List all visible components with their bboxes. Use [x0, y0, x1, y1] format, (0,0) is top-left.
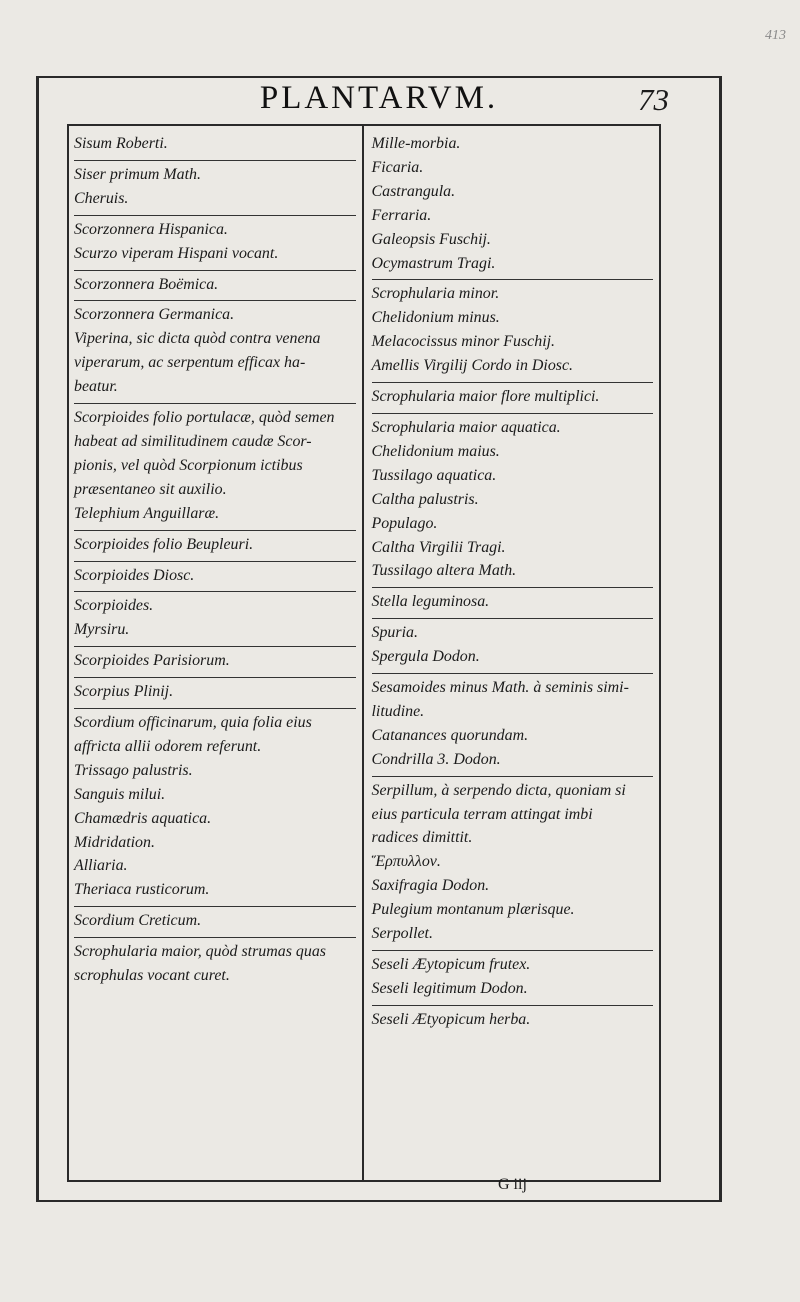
plant-entry — [74, 161, 356, 216]
entry-line: Populago. — [371, 514, 438, 532]
plant-entry — [74, 562, 356, 593]
plant-entry — [74, 592, 356, 647]
two-column-table — [67, 124, 661, 1182]
entry-line: pionis, vel quòd Scorpionum ictibus — [74, 456, 303, 474]
signature-mark: G iij — [498, 1176, 527, 1193]
entry-line: præsentaneo sit auxilio. — [74, 480, 227, 498]
entry-heading: Spuria. — [371, 624, 418, 642]
entry-line: Galeopsis Fuschij. — [371, 230, 491, 248]
page-number: 73 — [638, 82, 669, 117]
plant-entry — [372, 777, 654, 951]
plant-entry — [74, 709, 356, 907]
entry-line: Myrsiru. — [74, 621, 130, 639]
plant-entry — [372, 588, 654, 619]
entry-line: viperarum, ac serpentum efficax ha- — [74, 354, 306, 372]
entry-line: Tussilago altera Math. — [371, 562, 517, 580]
entry-heading: Scorpioides folio Beupleuri. — [74, 535, 254, 553]
entry-heading: Serpillum, à serpendo dicta, quoniam si — [371, 781, 626, 799]
entry-line: affricta allii odorem referunt. — [74, 737, 262, 755]
entry-line: Midridation. — [74, 833, 155, 851]
entry-line: Caltha palustris. — [371, 490, 479, 508]
entry-heading: Scorzonnera Hispanica. — [74, 220, 228, 238]
plant-entry — [74, 301, 356, 404]
entry-line: Chelidonium minus. — [371, 309, 500, 327]
plant-entry — [74, 531, 356, 562]
entry-line: Spergula Dodon. — [371, 648, 480, 666]
entry-line: Ficaria. — [371, 158, 424, 176]
entry-heading: Scorpioides folio portulacæ, quòd semen — [74, 409, 335, 427]
entry-heading: Mille-morbia. — [371, 135, 461, 152]
entry-line: scrophulas vocant curet. — [74, 967, 230, 985]
entry-line: Viperina, sic dicta quòd contra venena — [74, 330, 321, 348]
entry-heading: Scrophularia maior flore multiplici. — [371, 388, 600, 406]
entry-heading: Sesamoides minus Math. à seminis simi- — [371, 679, 629, 697]
entry-line: Ferraria. — [371, 206, 432, 224]
entry-line: Pulegium montanum plærisque. — [371, 901, 575, 919]
plant-entry — [372, 383, 654, 414]
entry-line: beatur. — [74, 378, 118, 396]
entry-line: Sanguis milui. — [74, 785, 166, 803]
entry-line: Catanances quorundam. — [371, 726, 529, 744]
plant-entry — [372, 1006, 654, 1036]
entry-line: Scurzo viperam Hispani vocant. — [74, 244, 279, 262]
entry-line: Amellis Virgilij Cordo in Diosc. — [371, 357, 574, 375]
plant-entry — [372, 619, 654, 674]
left-column — [69, 126, 364, 1180]
entry-line: Castrangula. — [371, 182, 456, 200]
entry-heading: Scorpioides Diosc. — [74, 566, 195, 584]
entry-line: Serpollet. — [371, 925, 433, 943]
entry-heading: Scorzonnera Germanica. — [74, 306, 235, 324]
entry-line: Alliaria. — [74, 857, 128, 875]
plant-entry — [74, 938, 356, 992]
entry-line: Caltha Virgilii Tragi. — [371, 538, 506, 556]
entry-line: Ocymastrum Tragi. — [371, 254, 496, 272]
entry-heading: Scordium Creticum. — [74, 912, 202, 930]
entry-heading: Seseli Ætyopicum herba. — [371, 1010, 531, 1028]
entry-line: radices dimittit. — [371, 829, 473, 847]
entry-heading: Stella leguminosa. — [371, 593, 490, 611]
entry-heading: Scorpioides. — [74, 597, 154, 615]
entry-line: Trissago palustris. — [74, 761, 193, 779]
plant-entry — [74, 404, 356, 531]
entry-line: Telephium Anguillaræ. — [74, 504, 220, 522]
plant-entry — [372, 674, 654, 777]
entry-line: Condrilla 3. Dodon. — [371, 750, 501, 768]
plant-entry — [74, 647, 356, 678]
entry-heading: Scorpius Plinij. — [74, 683, 174, 701]
plant-entry — [74, 130, 356, 161]
entry-line: Chelidonium maius. — [371, 442, 500, 460]
plant-entry — [372, 130, 654, 280]
entry-line: eius particula terram attingat imbi — [371, 805, 593, 823]
entry-heading: Scorpioides Parisiorum. — [74, 652, 230, 670]
page-frame — [36, 76, 722, 1202]
plant-entry — [74, 678, 356, 709]
plant-entry — [372, 414, 654, 588]
right-column — [364, 126, 660, 1180]
plant-entry — [74, 907, 356, 938]
entry-heading: Scrophularia minor. — [371, 285, 500, 303]
entry-line: Seseli legitimum Dodon. — [371, 979, 528, 997]
entry-heading: Seseli Æytopicum frutex. — [371, 956, 531, 973]
entry-line: Melacocissus minor Fuschij. — [371, 333, 556, 351]
page-title: PLANTARVM. — [259, 80, 499, 116]
entry-line: Tussilago aquatica. — [371, 466, 497, 484]
entry-line: Chamædris aquatica. — [74, 809, 212, 827]
entry-heading: Scordium officinarum, quia folia eius — [74, 714, 312, 732]
entry-line: Saxifragia Dodon. — [371, 877, 490, 895]
catalog-number: 413 — [765, 28, 786, 43]
entry-heading: Sisum Roberti. — [74, 135, 168, 152]
entry-heading: Scorzonnera Boëmica. — [74, 275, 219, 293]
entry-line: habeat ad similitudinem caudæ Scor- — [74, 432, 312, 450]
plant-entry — [372, 951, 654, 1006]
plant-entry — [372, 280, 654, 383]
entry-line: Cheruis. — [74, 189, 129, 207]
plant-entry — [74, 271, 356, 302]
entry-heading: Scrophularia maior aquatica. — [371, 418, 561, 436]
entry-heading: Siser primum Math. — [74, 165, 201, 183]
entry-heading: Scrophularia maior, quòd strumas quas — [74, 943, 326, 961]
page-header — [39, 78, 719, 122]
entry-line: Ἕρπυλλον. — [371, 853, 441, 871]
entry-line: Theriaca rusticorum. — [74, 881, 210, 899]
plant-entry — [74, 216, 356, 271]
entry-line: litudine. — [371, 702, 425, 720]
